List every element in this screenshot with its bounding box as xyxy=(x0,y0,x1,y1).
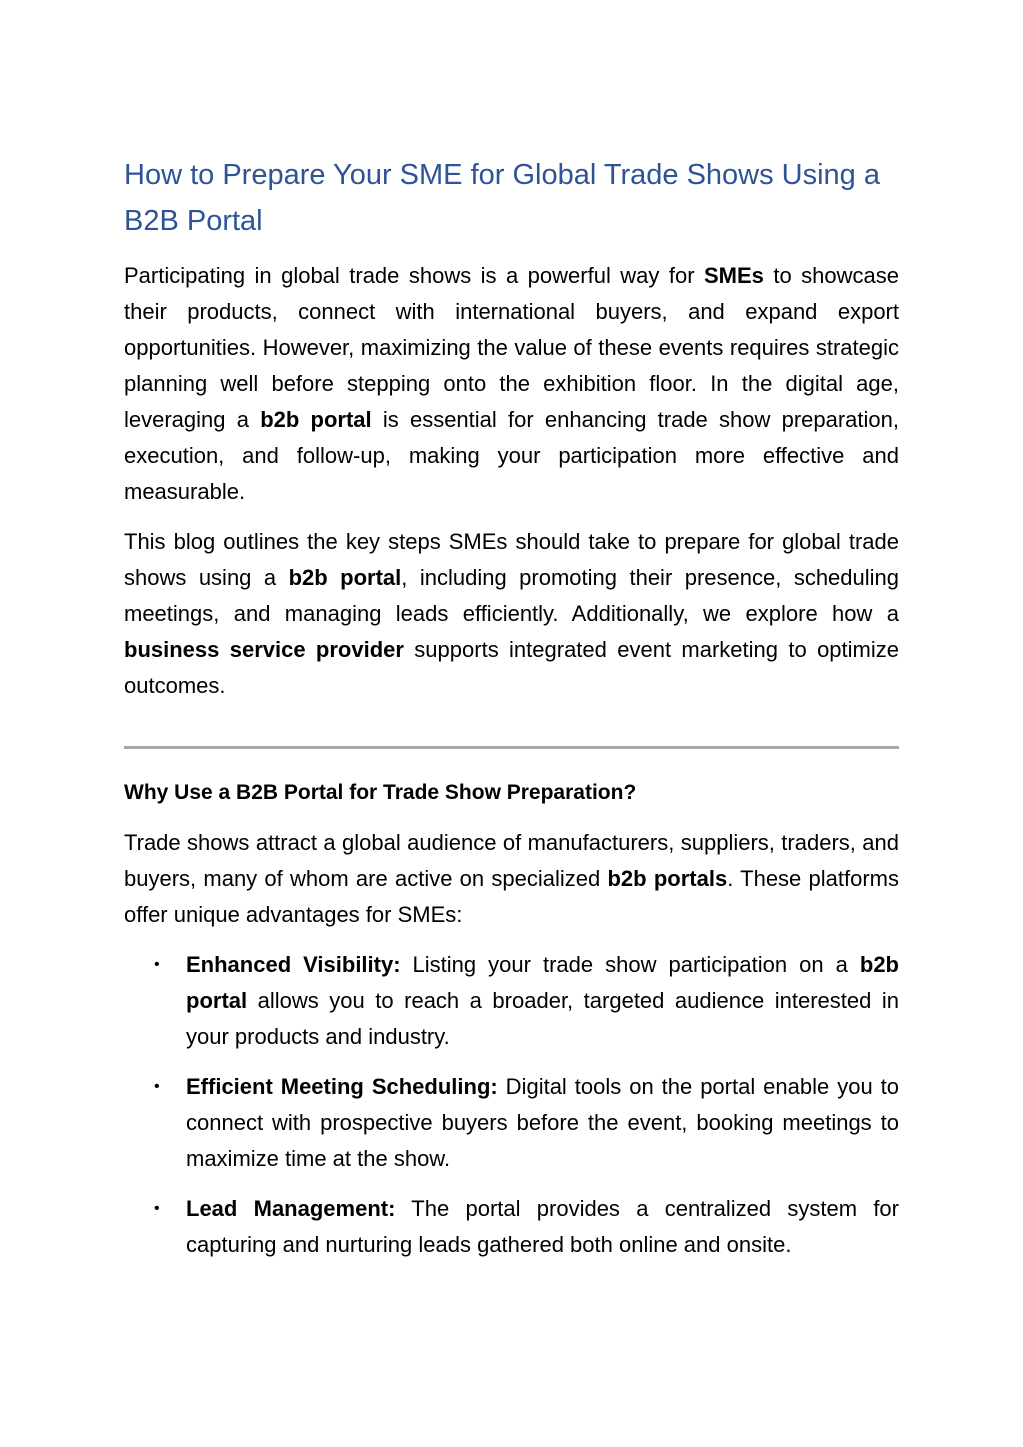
list-item xyxy=(124,1191,899,1263)
list-item-label: Efficient Meeting Scheduling: xyxy=(186,1074,498,1099)
text-run: This blog outlines the key steps SMEs should take to prepare for global trade shows using a xyxy=(124,529,899,590)
text-run: Trade shows attract a global audience of manufacturers, suppliers, traders, and buyers, many of whom are active on specialized xyxy=(124,830,899,891)
section-heading: Why Use a B2B Portal for Trade Show Preparation? xyxy=(124,781,637,804)
text-run: is essential for enhancing trade show preparation, execution, and follow-up, making your participation more effective and measurable. xyxy=(124,407,899,504)
bold-text-b2b-portal: b2b portal xyxy=(186,952,899,1013)
section-paragraph xyxy=(124,825,899,933)
text-run: Digital tools on the portal enable you to connect with prospective buyers before the event, booking meetings to maximize time at the show. xyxy=(186,1074,899,1171)
list-item xyxy=(124,947,899,1055)
document-title: How to Prepare Your SME for Global Trade Shows Using a B2B Portal xyxy=(124,159,880,237)
bold-text-business-service-provider: business service provider xyxy=(124,637,404,662)
text-run: supports integrated event marketing to optimize outcomes. xyxy=(124,637,899,698)
text-run: The portal provides a centralized system for capturing and nurturing leads gathered both online and onsite. xyxy=(186,1196,899,1257)
list-item-label: Lead Management: xyxy=(186,1196,396,1221)
bullet-marker: • xyxy=(154,1200,160,1217)
list-item-text xyxy=(186,1074,899,1171)
intro-paragraph-2 xyxy=(124,524,899,704)
text-run: Listing your trade show participation on a xyxy=(400,952,860,977)
list-item-text xyxy=(186,1196,899,1257)
text-run: to showcase their products, connect with international buyers, and expand export opportunities. However, maximizing the value of these events requires strategic planning well before stepping onto the exhibition floor. In the digital age, leveraging a xyxy=(124,263,900,432)
bullet-marker: • xyxy=(154,956,160,973)
text-run: allows you to reach a broader, targeted audience interested in your products and industry. xyxy=(186,988,899,1049)
list-item-text xyxy=(186,952,899,1049)
list-item-label: Enhanced Visibility: xyxy=(186,952,401,977)
bold-text-b2b-portal: b2b portal xyxy=(288,565,402,590)
text-run: . These platforms offer unique advantages for SMEs: xyxy=(124,866,899,927)
text-run: , including promoting their presence, scheduling meetings, and managing leads efficiently. Additionally, we explore how a xyxy=(124,565,900,626)
section-divider xyxy=(124,746,899,749)
list-item xyxy=(124,1069,899,1177)
advantages-list xyxy=(124,947,899,1263)
bold-text-b2b-portal: b2b portal xyxy=(260,407,372,432)
text-run: Participating in global trade shows is a powerful way for xyxy=(124,263,704,288)
bold-text-smes: SMEs xyxy=(704,263,764,288)
intro-paragraph-1 xyxy=(124,258,899,510)
bold-text-b2b-portals: b2b portals xyxy=(607,866,728,891)
document-page xyxy=(124,152,899,1277)
bullet-marker: • xyxy=(154,1078,160,1095)
